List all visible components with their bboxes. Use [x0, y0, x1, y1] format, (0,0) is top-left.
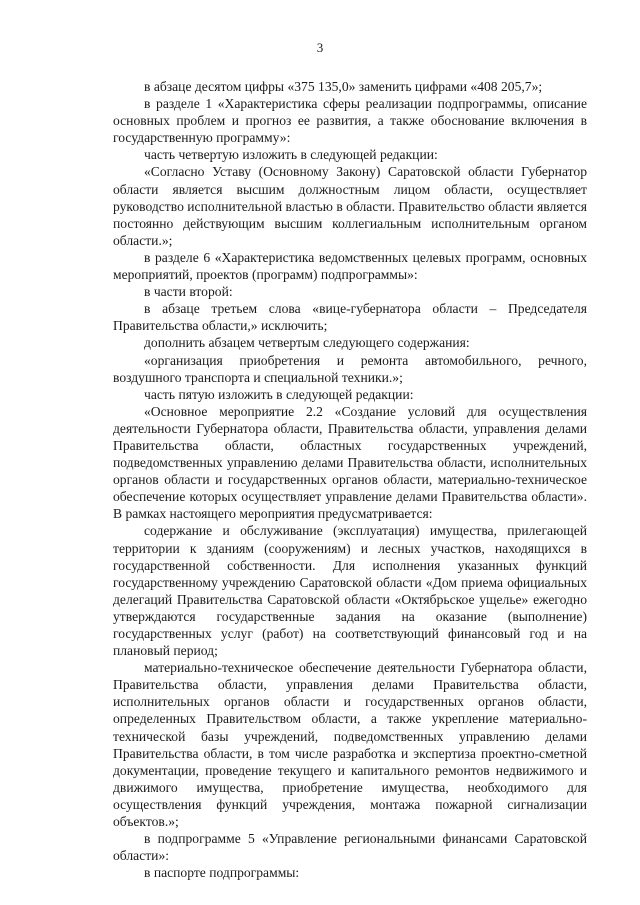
paragraph: «Согласно Уставу (Основному Закону) Саратовской области Губернатор области является высшим должностным лицом области, осуществляет руководство исполнительной властью в области. Правительство области является постоянно действующим высшим коллегиальным исполнительным органом области.»;	[113, 164, 587, 248]
paragraph: в разделе 1 «Характеристика сферы реализации подпрограммы, описание основных проблем и прогноз ее развития, а также обоснование включения в государственную программу»:	[113, 96, 587, 146]
paragraph: материально-техническое обеспечение деятельности Губернатора области, Правительства области, управления делами Правительства области, исполнительных органов области и государственных органов области, определенных Правительством области, а также укрепление материально-технической базы учреждений, подведомственных управлению делами Правительства области, в том числе разработка и экспертиза проектно-сметной документации, проведение текущего и капитального ремонтов недвижимого и движимого имущества, приобретение имущества, необходимого для осуществления функций учреждения, монтажа пожарной сигнализации объектов.»;	[113, 660, 587, 830]
paragraph: дополнить абзацем четвертым следующего содержания:	[144, 335, 470, 351]
paragraph: «организация приобретения и ремонта автомобильного, речного, воздушного транспорта и специальной техники.»;	[113, 352, 587, 385]
paragraph: часть пятую изложить в следующей редакции:	[144, 386, 414, 402]
paragraph: в части второй:	[144, 284, 233, 300]
paragraph: в подпрограмме 5 «Управление региональными финансами Саратовской области»:	[113, 831, 587, 864]
page-number: 3	[316, 40, 324, 55]
paragraph: в паспорте подпрограммы:	[144, 865, 300, 881]
paragraph: в абзаце третьем слова «вице-губернатора области – Председателя Правительства области,» исключить;	[113, 301, 587, 334]
paragraph: в абзаце десятом цифры «375 135,0» заменить цифрами «408 205,7»;	[144, 79, 543, 94]
paragraph: часть четвертую изложить в следующей редакции:	[144, 147, 438, 163]
document-body	[113, 78, 587, 881]
paragraph: в разделе 6 «Характеристика ведомственных целевых программ, основных мероприятий, проектов (программ) подпрограммы»:	[113, 249, 587, 283]
paragraph: «Основное мероприятие 2.2 «Создание условий для осуществления деятельности Губернатора области, Правительства области, управления делами Правительства области, областных государственных учреждений, подведомственных управлению делами Правительства области, исполнительных органов области и государственных органов области, материально-техническое обеспечение которых осуществляет управление делами Правительства области». В рамках настоящего мероприятия предусматривается:	[113, 403, 587, 522]
paragraph: содержание и обслуживание (эксплуатация) имущества, прилегающей территории к зданиям (сооружениям) и лесных участков, находящихся в государственной собственности. Для исполнения указанных функций государственному учреждению Саратовской области «Дом приема официальных делегаций Правительства Саратовской области «Октябрьское ущелье» ежегодно утверждаются государственные задания на оказание (выполнение) государственных услуг (работ) на соответствующий финансовый год и на плановый период;	[113, 523, 587, 659]
